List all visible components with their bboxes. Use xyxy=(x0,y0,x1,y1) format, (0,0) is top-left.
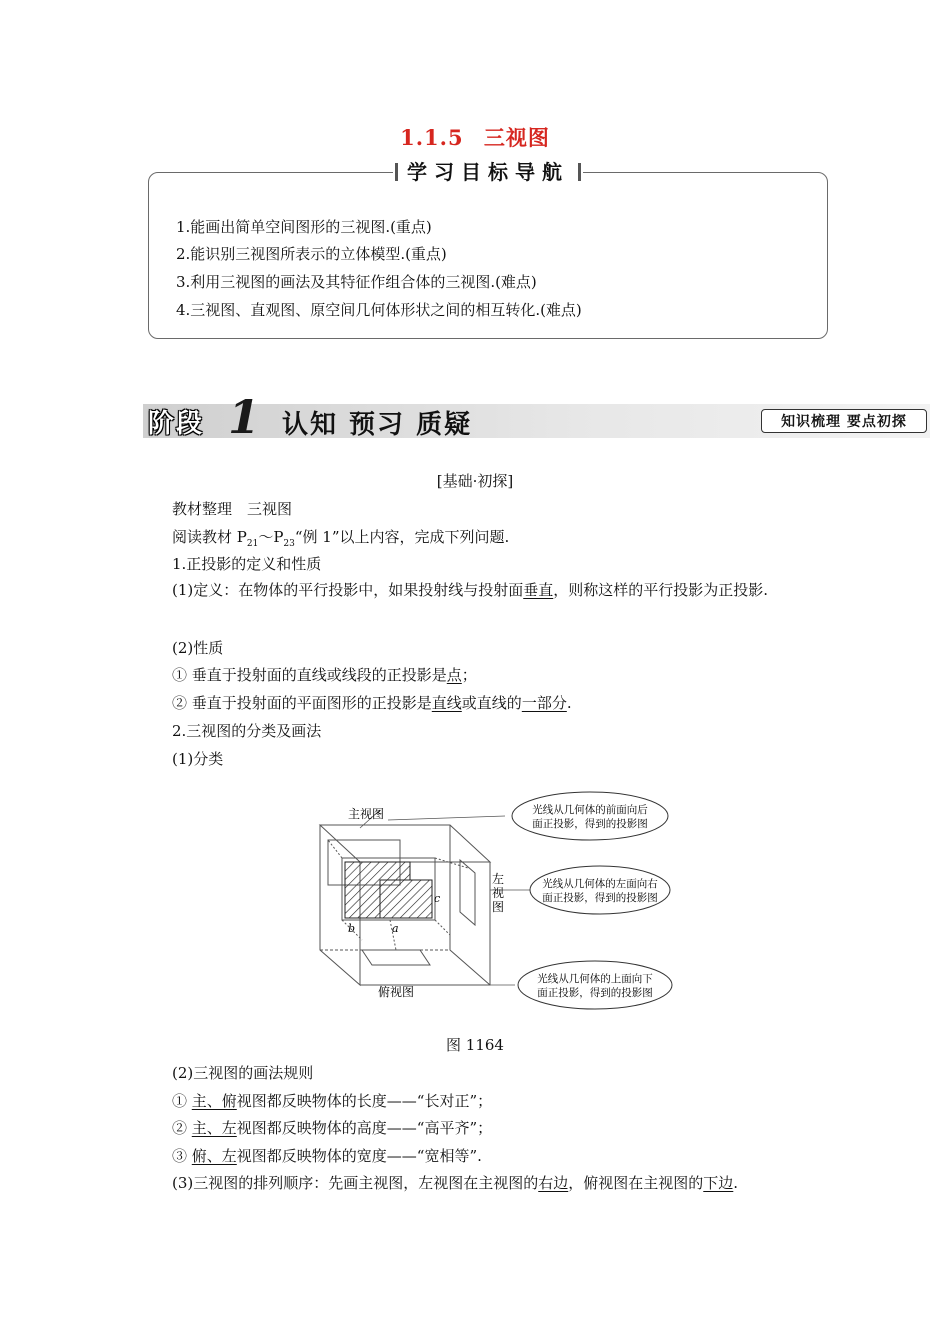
order-answer-2: 下边 xyxy=(703,1174,734,1192)
order-b: ，俯视图在主视图的 xyxy=(568,1174,704,1192)
property-2 xyxy=(172,692,572,713)
rule-1-text: 视图都反映物体的长度——“长对正”； xyxy=(236,1092,493,1110)
property-heading: (2)性质 xyxy=(172,639,224,657)
bubble-front-line1: 光线从几何体的前面向后 xyxy=(532,804,648,816)
heading-1: 1.正投影的定义和性质 xyxy=(172,555,322,573)
front-view-label: 主视图 xyxy=(348,807,385,821)
front-face-hatch xyxy=(380,880,432,918)
rule-2-answer: 主、左 xyxy=(191,1119,237,1137)
goal-item: 4.三视图、直观图、原空间几何体形状之间的相互转化.(难点) xyxy=(176,301,582,319)
material-heading: 教材整理 三视图 xyxy=(172,500,293,518)
p1-a: ① 垂直于投射面的直线或线段的正投影是 xyxy=(172,666,447,684)
left-view-label-2: 视 xyxy=(492,886,505,900)
rule-3: ③ 俯、左视图都反映物体的宽度——“宽相等”. xyxy=(172,1147,482,1165)
letter-b: b xyxy=(348,922,356,935)
reading-instruction xyxy=(172,526,509,549)
read-prefix: 阅读教材 P xyxy=(172,528,247,546)
def-a: (1)定义：在物体的平行投影中，如果投射线与投射面 xyxy=(172,581,524,599)
p2-answer-2: 一部分 xyxy=(521,694,567,712)
bubble-top-line1: 光线从几何体的上面向下 xyxy=(537,973,653,985)
section-tag: [基础·初探] xyxy=(436,472,514,490)
section-number: 1.1.5 xyxy=(400,125,464,150)
order-a: (3)三视图的排列顺序：先画主视图，左视图在主视图的 xyxy=(172,1174,539,1192)
learning-goals-heading: 学习目标导航 xyxy=(393,157,583,187)
def-b: ，则称这样的平行投影为正投影. xyxy=(553,581,769,599)
stage-number: 1 xyxy=(228,390,261,444)
rule-1-answer: 主、俯 xyxy=(191,1092,237,1110)
figure-caption: 图 1164 xyxy=(446,1036,504,1054)
bubble-left-line2: 面正投影，得到的投影图 xyxy=(542,892,658,904)
p1-answer: 点 xyxy=(446,666,462,684)
p2-b: 或直线的 xyxy=(461,694,522,712)
p2-a: ② 垂直于投射面的平面图形的正投影是 xyxy=(172,694,432,712)
stage-tag: 知识梳理 要点初探 xyxy=(761,409,927,433)
rule-3-answer: 俯、左 xyxy=(191,1147,237,1165)
order-c: . xyxy=(733,1174,739,1192)
stage-label: 阶段 xyxy=(148,409,205,439)
property-1 xyxy=(172,664,477,685)
p2-c: . xyxy=(566,694,572,712)
bubble-top-line2: 面正投影，得到的投影图 xyxy=(537,987,653,999)
rule-2: ② 主、左视图都反映物体的高度——“高平齐”； xyxy=(172,1119,493,1137)
goal-item: 2.能识别三视图所表示的立体模型.(重点) xyxy=(176,245,447,263)
top-view-label: 俯视图 xyxy=(378,985,415,999)
order-answer-1: 右边 xyxy=(538,1174,569,1192)
three-view-figure xyxy=(300,780,680,1025)
bubble-top xyxy=(518,961,672,1009)
letter-a: a xyxy=(392,922,399,935)
goal-item: 3.利用三视图的画法及其特征作组合体的三视图.(难点) xyxy=(176,273,537,291)
read-suffix: “例 1”以上内容，完成下列问题. xyxy=(294,528,510,546)
classification-heading: (1)分类 xyxy=(172,750,224,768)
heading-2: 2.三视图的分类及画法 xyxy=(172,722,322,740)
bubble-left xyxy=(530,866,670,914)
read-mid: ～P xyxy=(258,528,284,546)
rule-3-text: 视图都反映物体的宽度——“宽相等”. xyxy=(236,1147,482,1165)
left-view-label-1: 左 xyxy=(492,872,505,886)
goal-item: 1.能画出简单空间图形的三视图.(重点) xyxy=(176,218,432,236)
order-paragraph xyxy=(172,1172,738,1193)
rule-2-text: 视图都反映物体的高度——“高平齐”； xyxy=(236,1119,493,1137)
def-answer: 垂直 xyxy=(523,581,554,599)
bubble-front-line2: 面正投影，得到的投影图 xyxy=(532,818,648,830)
page-title xyxy=(0,122,950,152)
rules-heading: (2)三视图的画法规则 xyxy=(172,1064,314,1082)
bubble-front xyxy=(512,792,668,840)
p1-b: ； xyxy=(461,666,477,684)
stage-title: 认知 预习 质疑 xyxy=(282,410,473,440)
p2-answer-1: 直线 xyxy=(431,694,462,712)
bubble-left-line1: 光线从几何体的左面向右 xyxy=(542,878,658,890)
definition-paragraph xyxy=(146,577,810,604)
section-title: 三视图 xyxy=(483,125,550,150)
left-view-label-3: 图 xyxy=(492,900,505,914)
letter-c: c xyxy=(434,892,441,905)
rule-1: ① 主、俯视图都反映物体的长度——“长对正”； xyxy=(172,1092,493,1110)
read-sub1: 21 xyxy=(246,539,259,549)
read-sub2: 23 xyxy=(283,539,295,549)
